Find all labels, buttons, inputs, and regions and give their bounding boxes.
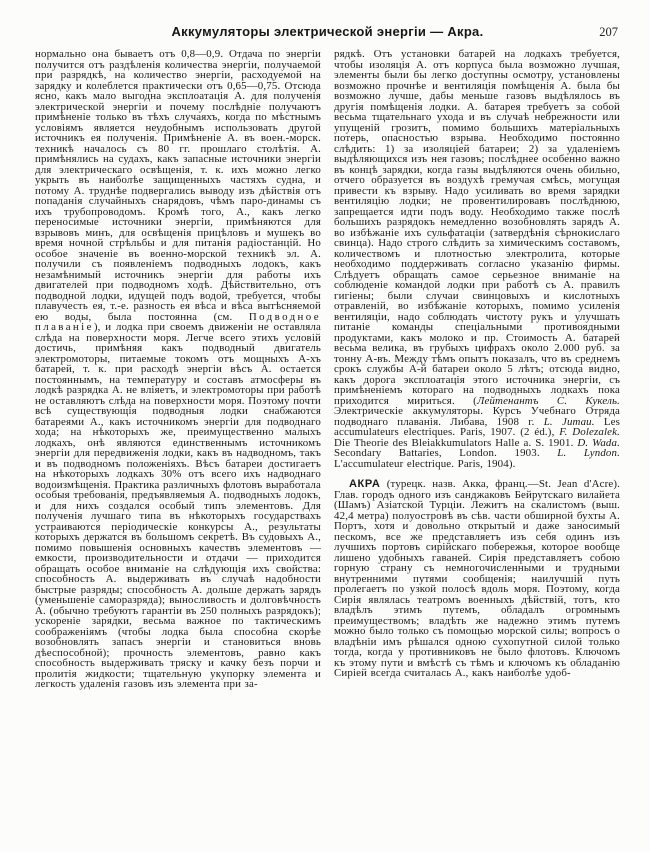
bibliography-author: D. Wada. [577, 436, 620, 449]
bibliography-text: Secondary Battaries, London. 1903. [334, 447, 558, 459]
bibliography-text: L'accumulateur electrique. Paris, 1904). [334, 457, 516, 470]
bibliography-text: Электрическіе аккумуляторы. Курсъ Учебнаго Отряда подводнаго плаванія. Либава, 1908 г. [334, 405, 620, 428]
bibliography-author: Лейтенантъ С. Кукель. [476, 394, 620, 407]
page-title: Аккумуляторы электрической энергіи — Акра. [171, 24, 484, 39]
body-text: рядкѣ. Отъ установки батарей на лодкахъ требуется, чтобы изоляція А. отъ корпуса была возможно лучшая, элементы были бы легко доступны осмотру, установлены возможно прочнѣе и вентиляція помѣщенія А. была бы возможно лучше, дабы меньше газовъ выдѣлялось въ другія помѣщенія лодки. А. батарея требуетъ за собой весьма тщательнаго ухода и въ случаѣ небрежности или упущеній грозитъ, помимо большихъ матеріальныхъ потерь, опасностью взрыва. Необходимо постоянно слѣдить: 1) за изоляціей батареи; 2) за удаленіемъ выдѣляющихся изъ нея газовъ; послѣднее особенно важно въ концѣ зарядки, когда газы выдѣляются очень обильно, отчего образуется въ воздухѣ гремучая смѣсь, могущая привести къ взрыву. Надо усиливать во время зарядки вентиляцію лодки; не провентилировавъ послѣднюю, запрещается идти подъ воду. Необходимо также послѣ большихъ разрядокъ немедленно возобновлять зарядъ А. во избѣжаніе ихъ сульфатаціи (затвердѣнія сѣрнокислаго свинца). Надо строго слѣдить за химическимъ составомъ, количествомъ и плотностью электролита, которые необходимо поддерживать согласно указанію фирмы. Слѣдуетъ обращать самое серьезное вниманіе на соблюденіе командой лодки при работѣ съ А. правилъ гигіены; были случаи свинцовыхъ и кислотныхъ отравленій, во избѣжаніе которыхъ, помимо усиленія вентиляціи, надо соблюдать чистоту рукъ и улучшать питаніе команды спеціальными противоядными продуктами, какъ молоко и пр. Стоимость А. батарей весьма велика, въ грубыхъ цифрахъ около 2.000 руб. за тонну А-въ. Между тѣмъ опытъ показалъ, что въ среднемъ срокъ службы А-й батареи около 5 лѣтъ; отсюда видно, какъ дорога эксплоатація этого источника энергіи, съ примѣненіемъ котораго на подводныхъ лодкахъ пока приходится мириться. ( [334, 48, 620, 407]
text-columns [35, 49, 620, 690]
accumulators-article-right-continuation [334, 49, 620, 469]
bibliography-author: F. Dolezalek. [559, 426, 620, 438]
akra-entry [334, 479, 620, 679]
bibliography-author: L. Jumau. [543, 415, 595, 428]
right-column [334, 49, 620, 690]
body-text: (турецк. назв. Акка, франц.—St. Jean d'Acre). Глав. городъ одного изъ санджаковъ Бейрутскаго вилайета (Шамъ) Азіатской Турціи. Лежитъ на скалистомъ (выш. 42,4 метра) полуостровѣ въ сѣв. части обширной бухты А. Портъ, хотя и довольно открытый и даже заносимый пескомъ, все же представляетъ изъ себя одинъ изъ лучшихъ портовъ сирійскаго побережья, которое вообще лишено удобныхъ гаваней. Сирія представляетъ собою горную страну съ немногочисленными и трудными внутренними путями сообщенія; наилучшій путь пролегаетъ по узкой полосѣ вдоль моря. Поэтому, когда Сирія являлась театромъ военныхъ дѣйствій, тотъ, кто владѣлъ этимъ путемъ, обладалъ огромнымъ преимуществомъ; владѣть же надежно этимъ путемъ можно было только съ помощью морской силы; вопросъ о владѣніи имъ рѣшался одною сухопутной силой только тогда, когда у противниковъ не было флотовъ. Ключомъ къ этому пути и вмѣстѣ съ тѣмъ и ключомъ къ обладанію Сиріей всегда считалась А., какъ наиболѣе удоб- [334, 478, 620, 679]
running-head [35, 24, 620, 44]
page-number: 207 [599, 25, 618, 39]
bibliography-text: Les accumulateurs electriques. Paris, 1907. (2 éd.), [334, 415, 621, 438]
accumulators-article-left-continuation [35, 49, 321, 690]
left-column [35, 49, 321, 690]
entry-headword: АКРА [349, 478, 381, 490]
bibliography-text: Die Theorie des Bleiakkumulators Halle a. S. 1901. [334, 436, 578, 449]
cross-reference: Подводное плаваніе [35, 310, 321, 333]
bibliography-author: L. Lyndon. [557, 447, 620, 459]
body-text: ), и лодка при своемъ движеніи не оставляла слѣда на поверхности моря. Легче всего этихъ условій достичь, примѣняя какъ подводный двигатель электромоторы, питаемые токомъ отъ мощныхъ А-хъ батарей, т. к. при расходѣ энергіи вѣсъ А. остается постояннымъ, на температуру и составъ атмосферы въ лодкѣ разрядка А. не вліяетъ, и электромоторы при работѣ не оставляютъ слѣда на поверхности моря. Поэтому почти всѣ существующія подводныя лодки снабжаются батареями А., какъ источникомъ энергіи для подводнаго хода; на нѣкоторыхъ же, преимущественно малыхъ лодкахъ, онѣ являются единственнымъ источникомъ энергіи для передвиженія лодки, какъ въ надводномъ, такъ и въ подводномъ положеніяхъ. Вѣсъ батареи достигаетъ на нѣкоторыхъ лодкахъ 30% отъ всего ихъ надводнаго водоизмѣщенія. Практика различныхъ флотовъ выработала особыя требованія, предъявляемыя А. подводныхъ лодокъ, и для нихъ создался особый типъ элементовъ. Для полученія лучшаго типа въ нѣкоторыхъ государствахъ устраиваются періодическіе конкурсы А., результаты которыхъ держатся въ большомъ секретѣ. Въ судовыхъ А., помимо повышенія основныхъ качествъ элементовъ — емкости, производительности и отдачи — приходится обращать особое вниманіе на слѣдующія ихъ свойства: способность А. выдерживать въ случаѣ надобности быстрые разряды; способность А. дольше держать зарядъ (уменьшеніе саморазряда); выносливость и долговѣчность А. (обычно требуютъ гарантіи въ 250 полныхъ разрядокъ); ускореніе зарядки, весьма важное по тактическимъ соображеніямъ (чтобы лодка была способна скорѣе возобновлять запасъ энергіи и становиться вновь дѣеспособной); прочность элементовъ, равно какъ способность выдерживать тряску и качку безъ порчи и пролитія жидкости; тщательную укупорку элемента и легкость удаленія газовъ изъ элемента при за- [35, 321, 321, 690]
body-text: нормально она бываетъ отъ 0,8—0,9. Отдача по энергіи получится отъ раздѣленія количества энергіи, получаемой при разрядкѣ, на количество энергіи, расходуемой на зарядку и колеблется практически отъ 0,65—0,75. Отсюда ясно, какъ мало выгодна эксплоатація А. для полученія электрической энергіи и почему послѣдніе получаютъ примѣненіе только въ тѣхъ случаяхъ, когда по мѣстнымъ условіямъ является неудобнымъ использовать другой источникъ ея полученія. Примѣненіе А. въ воен.-морск. техникѣ началось съ 80 гг. прошлаго столѣтія. А. примѣнялись на судахъ, какъ запасные источники энергіи для электрическаго освѣщенія, т. к. ихъ можно легко укрыть въ наиболѣе защищенныхъ частяхъ судна, и потому А. труднѣе подвергались выводу изъ дѣйствія отъ попаданія случайныхъ снарядовъ, чѣмъ паро-динамы съ ихъ трубопроводомъ. Кромѣ того, А., какъ легко переносимые источники энергіи, примѣняются для взрывовъ минъ, для освѣщенія прицѣловъ и мушекъ во время ночной стрѣльбы и для питанія радіостанцій. Но особое значеніе въ военно-морской техникѣ эл. А. получили съ появленіемъ подводныхъ лодокъ, какъ незамѣнимый источникъ энергіи для работы ихъ двигателей при подводномъ ходѣ. Дѣйствительно, отъ подводной лодки, идущей подъ водой, требуется, чтобы плавучесть ея, т.-е. разность ея вѣса и вѣса вытѣсняемой ею воды, была постоянна (см. [35, 48, 321, 323]
